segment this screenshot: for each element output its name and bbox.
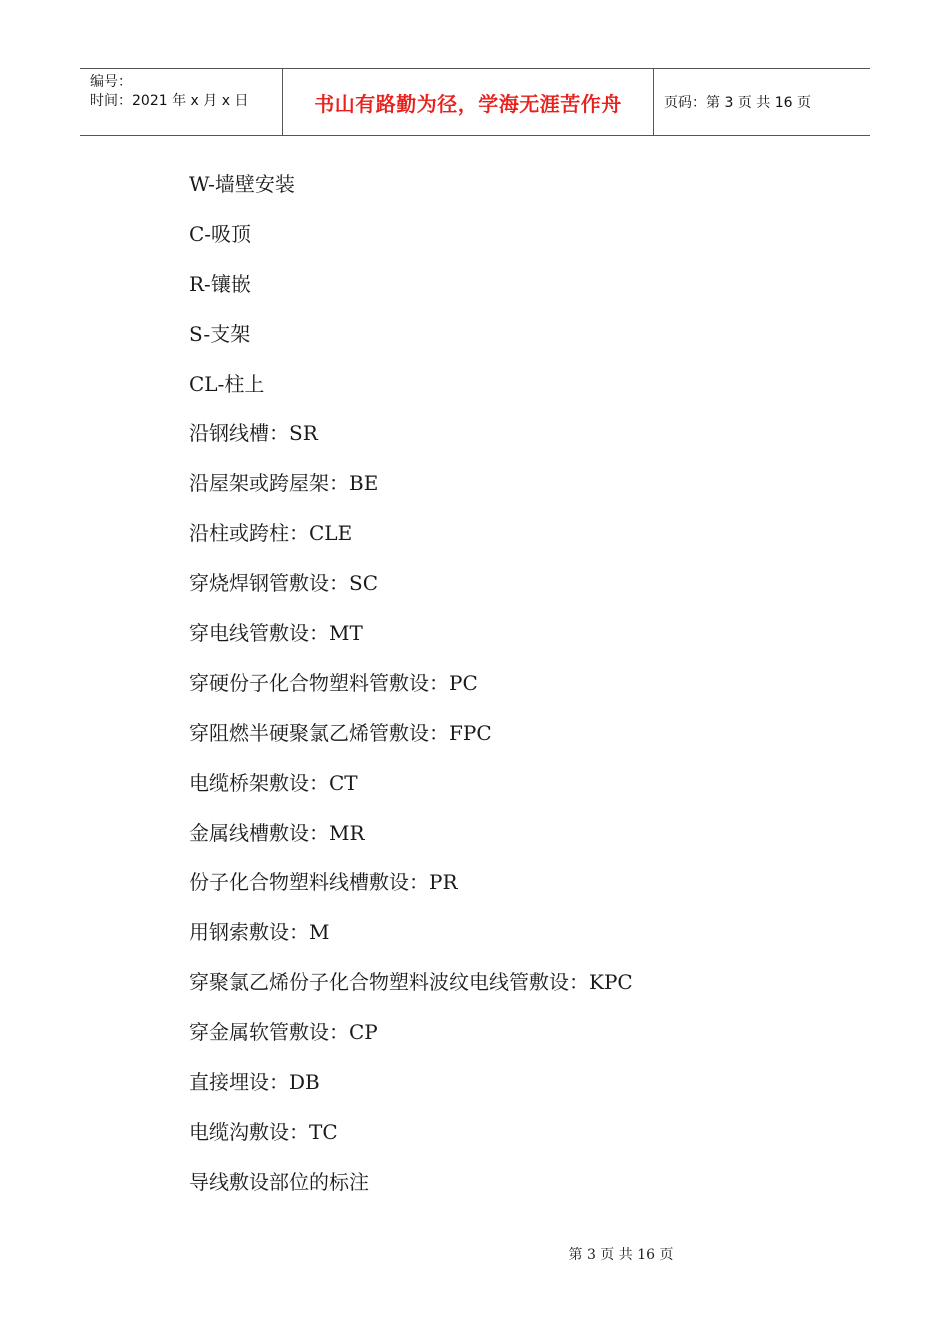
section-heading: 导线敷设部位的标注 <box>189 1169 369 1194</box>
body-line: 穿阻燃半硬聚氯乙烯管敷设：FPC <box>189 720 492 745</box>
page-header <box>80 68 870 136</box>
document-number-label: 编号： <box>90 74 132 90</box>
page-footer: 第 3 页 共 16 页 <box>568 1247 674 1263</box>
body-line: 份子化合物塑料线槽敷设：PR <box>189 870 458 895</box>
document-date-label: 时间：2021 年 x 月 x 日 <box>90 93 249 109</box>
body-line: C-吸顶 <box>189 221 252 246</box>
body-line: R-镶嵌 <box>189 271 251 296</box>
header-motto: 书山有路勤为径，学海无涯苦作舟 <box>282 69 654 135</box>
body-line: S-支架 <box>189 321 251 346</box>
body-line: 穿硬份子化合物塑料管敷设：PC <box>189 670 478 695</box>
body-line: 金属线槽敷设：MR <box>189 820 365 845</box>
body-line: 电缆沟敷设：TC <box>189 1119 338 1144</box>
body-line: 沿柱或跨柱：CLE <box>189 521 353 546</box>
body-line: 用钢索敷设：M <box>189 920 330 945</box>
body-line: CL-柱上 <box>189 371 265 396</box>
body-line: 沿钢线槽：SR <box>189 421 318 446</box>
body-line: 沿屋架或跨屋架：BE <box>189 471 379 496</box>
body-line: 穿聚氯乙烯份子化合物塑料波纹电线管敷设：KPC <box>189 970 633 995</box>
body-line: W-墙壁安装 <box>189 172 295 196</box>
body-line: 穿电线管敷设：MT <box>189 621 363 646</box>
body-line: 电缆桥架敷设：CT <box>189 770 358 795</box>
body-line: 直接埋设：DB <box>189 1070 320 1095</box>
body-line: 穿金属软管敷设：CP <box>189 1020 378 1045</box>
header-page-info: 页码：第 3 页 共 16 页 <box>664 95 811 111</box>
body-line: 穿烧焊钢管敷设：SC <box>189 571 379 596</box>
document-body <box>189 166 633 1214</box>
header-meta <box>80 69 282 135</box>
